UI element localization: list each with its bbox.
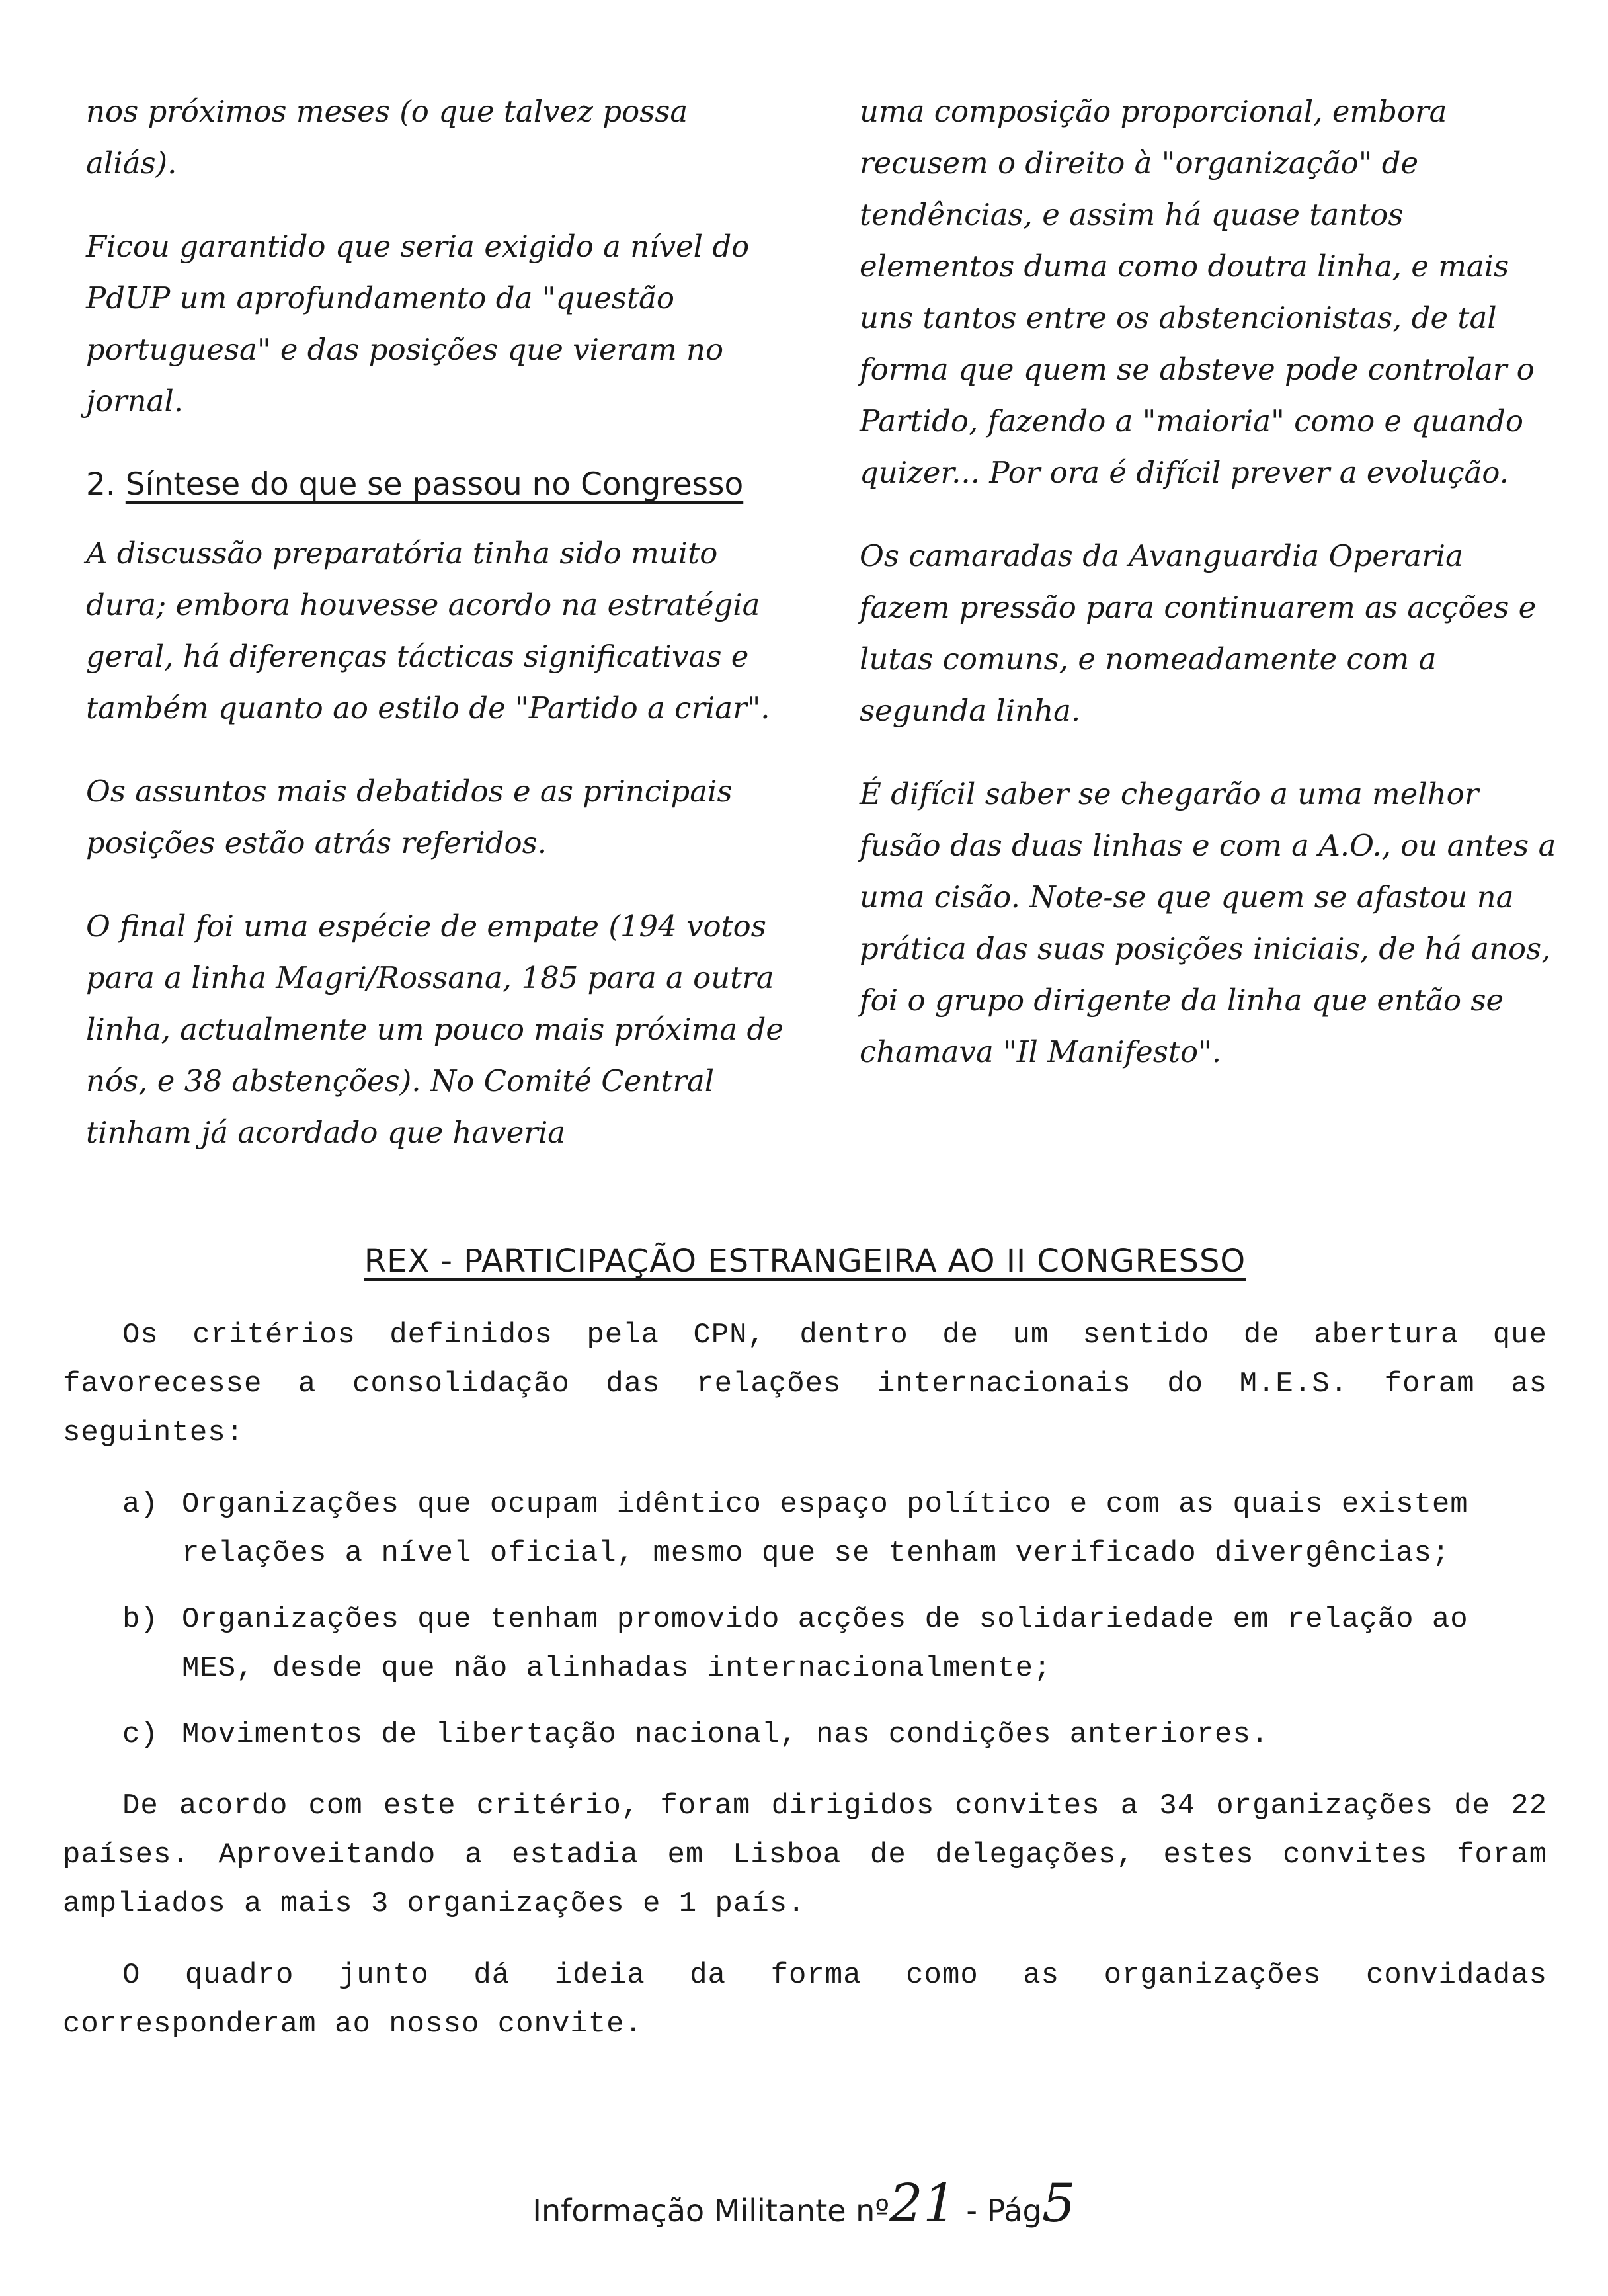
criteria-item-a-text: Organizações que ocupam idêntico espaço político e com as quais existem relações a nível oficial, mesmo que se tenham verificado divergências; [182,1488,1468,1570]
right-paragraph-2: Os camaradas da Avanguardia Operaria fazem pressão para continuarem as acções e lutas comuns, e nomeadamente com a segunda linha. [860,538,1537,728]
rex-paragraph-3: O quadro junto dá ideia da forma como as organizações convidadas corresponderam ao nosso convite. [63,1959,1547,2041]
right-paragraph-1: uma composição proporcional, embora recusem o direito à "organização" de tendências, e assim há quase tantos elementos duma como doutra linha, e mais uns tantos entre os abstencionistas, de tal forma que quem se absteve pode controlar o Partido, fazendo a "maioria" como e quando quizer... Por ora é difícil prever a evolução. [860,94,1535,490]
left-paragraph-2: Ficou garantido que seria exigido a nível do PdUP um aprofundamento da "questão portuguesa" e das posições que vieram no jornal. [86,229,750,419]
left-paragraph-4: Os assuntos mais debatidos e as principais posições estão atrás referidos. [86,774,733,860]
criteria-item-a [122,1480,1547,1578]
left-paragraph-1: nos próximos meses (o que talvez possa aliás). [86,94,688,181]
rex-section [63,1237,1547,2071]
rex-section-title: REX - PARTICIPAÇÃO ESTRANGEIRA AO II CONGRESSO [364,1243,1246,1280]
right-column [860,86,1560,1110]
left-column [86,86,787,1190]
footer-issue-number: 21 [889,2172,957,2234]
criteria-item-b-text: Organizações que tenham promovido acções de solidariedade em relação ao MES, desde que não alinhadas internacionalmente; [182,1603,1468,1685]
page-footer [0,2172,1608,2234]
criteria-item-c-text: Movimentos de libertação nacional, nas condições anteriores. [182,1718,1269,1751]
criteria-item-b-mark: b) [122,1603,159,1636]
criteria-item-b [122,1595,1547,1693]
rex-intro: Os critérios definidos pela CPN, dentro de um sentido de abertura que favorecesse a consolidação das relações internacionais do M.E.S. foram as seguintes: [63,1319,1547,1450]
criteria-item-a-mark: a) [122,1488,159,1521]
section-heading-number: 2. [86,466,116,503]
section-heading [86,459,787,511]
footer-page-label: - Pág [966,2193,1042,2229]
left-paragraph-5: O final foi uma espécie de empate (194 votos para a linha Magri/Rossana, 185 para a outra linha, actualmente um pouco mais próxima de nós, e 38 abstenções). No Comité Central tinham já acordado que haveria [86,909,784,1150]
criteria-item-c-mark: c) [122,1718,159,1751]
footer-page-number: 5 [1041,2172,1076,2234]
footer-publication: Informação Militante nº [532,2193,889,2229]
criteria-list [63,1480,1547,1759]
criteria-item-c [122,1710,1547,1759]
left-paragraph-3: A discussão preparatória tinha sido muito dura; embora houvesse acordo na estratégia geral, há diferenças tácticas significativas e também quanto ao estilo de "Partido a criar". [86,536,770,725]
right-paragraph-3: É difícil saber se chegarão a uma melhor fusão das duas linhas e com a A.O., ou antes a uma cisão. Note-se que quem se afastou na prática das suas posições iniciais, de há anos, foi o grupo dirigente da linha que então se chamava "Il Manifesto". [860,776,1556,1069]
rex-paragraph-2: De acordo com este critério, foram dirigidos convites a 34 organizações de 22 países. Aproveitando a estadia em Lisboa de delegações, estes convites foram ampliados a mais 3 organizações e 1 país. [63,1789,1547,1920]
section-heading-text: Síntese do que se passou no Congresso [125,466,744,503]
